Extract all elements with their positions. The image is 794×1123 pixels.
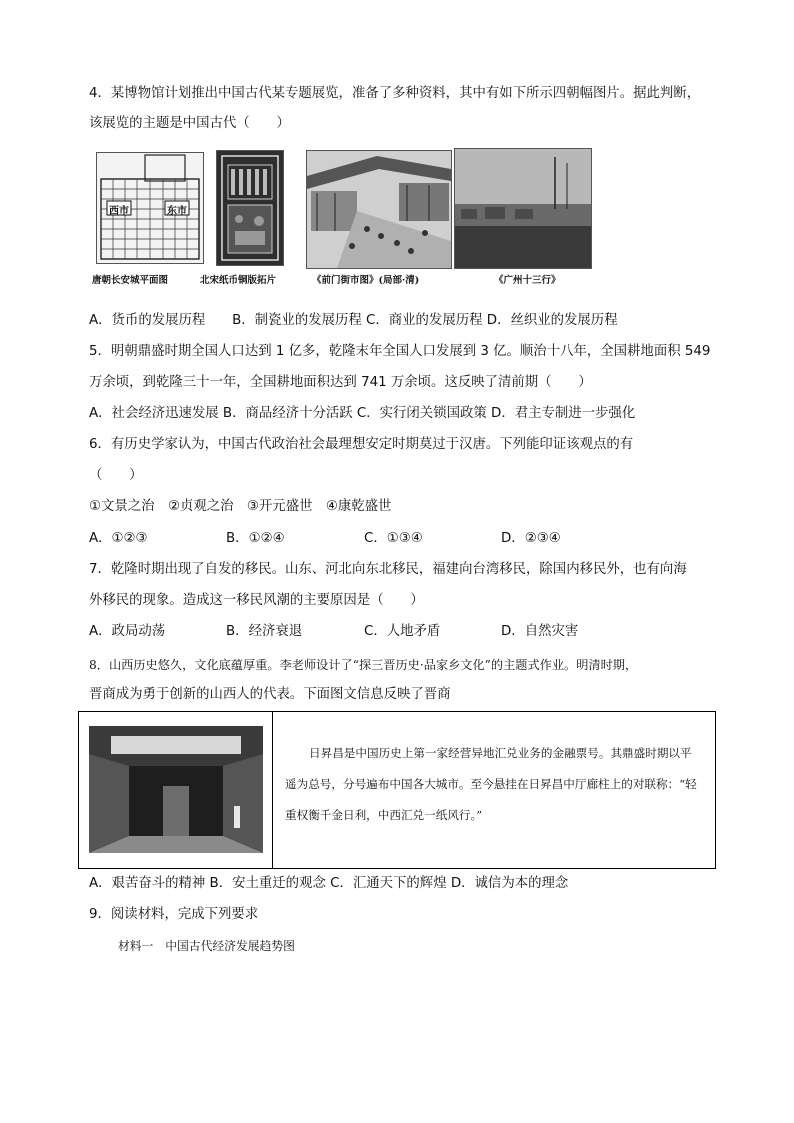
q7-stem-line2: 外移民的现象。造成这一移民风潮的主要原因是（ ） — [89, 593, 424, 608]
rishengchang-photo — [89, 726, 263, 853]
q8-material-box — [78, 711, 716, 869]
q5-options: A．社会经济迅速发展 B．商品经济十分活跃 C．实行闭关锁国政策 D．君主专制进一步强化 — [89, 406, 636, 421]
street-scene-drawing — [307, 151, 451, 268]
q6-option-b: B．①②④ — [226, 531, 285, 546]
caption-canton-factories: 《广州十三行》 — [494, 275, 561, 286]
changan-plan-image — [96, 152, 204, 264]
q4-stem-line2: 该展览的主题是中国古代（ ） — [89, 116, 290, 131]
q7-option-a: A．政局动荡 — [89, 624, 166, 639]
east-market-label: 东市 — [167, 206, 187, 217]
q8-stem-line2: 晋商成为勇于创新的山西人的代表。下面图文信息反映了晋商 — [89, 687, 451, 702]
q7-stem-line1: 7．乾隆时期出现了自发的移民。山东、河北向东北移民，福建向台湾移民，除国内移民外，也有向海 — [89, 562, 687, 577]
q6-option-c: C．①③④ — [364, 531, 423, 546]
q6-items: ①文景之治 ②贞观之治 ③开元盛世 ④康乾盛世 — [89, 499, 392, 514]
q5-stem-line1: 5．明朝鼎盛时期全国人口达到 1 亿多，乾隆末年全国人口发展到 3 亿。顺治十八年，全国耕地面积 549 — [89, 344, 711, 359]
q7-option-d: D．自然灾害 — [501, 624, 579, 639]
canton-factories-image — [454, 148, 592, 269]
q9-stem: 9．阅读材料，完成下列要求 — [89, 907, 259, 922]
q9-material-title: 材料一 中国古代经济发展趋势图 — [118, 939, 295, 953]
q7-option-b: B．经济衰退 — [226, 624, 303, 639]
q8-options: A．艰苦奋斗的精神 B．安土重迁的观念 C．汇通天下的辉煌 D．诚信为本的理念 — [89, 876, 569, 891]
courtyard-drawing — [89, 726, 263, 853]
harbor-scene-drawing — [455, 149, 591, 268]
q6-stem-line2: （ ） — [89, 468, 143, 483]
q4-options: A．货币的发展历程 B．制瓷业的发展历程 C．商业的发展历程 D．丝织业的发展历程 — [89, 313, 618, 328]
rubbing-drawing — [217, 151, 283, 265]
q7-option-c: C．人地矛盾 — [364, 624, 441, 639]
caption-qianmen-street: 《前门街市图》(局部·清) — [312, 275, 420, 286]
q6-option-a: A．①②③ — [89, 531, 148, 546]
q6-stem-line1: 6．有历史学家认为，中国古代政治社会最理想安定时期莫过于汉唐。下列能印证该观点的有 — [89, 437, 634, 452]
q8-stem-line1: 8．山西历史悠久，文化底蕴厚重。李老师设计了“探三晋历史·品家乡文化”的主题式作业。明清时期， — [89, 658, 638, 672]
q6-option-d: D．②③④ — [501, 531, 561, 546]
q4-stem-line1: 4．某博物馆计划推出中国古代某专题展览，准备了多种资料，其中有如下所示四朝幅图片。据此判断， — [89, 86, 701, 101]
song-paper-money-image — [216, 150, 284, 266]
q8-material-text: 日昇昌是中国历史上第一家经营异地汇兑业务的金融票号。其鼎盛时期以平遥为总号，分号遍布中国各大城市。至今悬挂在日昇昌中厅廊柱上的对联称：“轻重权衡千金日利，中西汇兑一纸风行。” — [285, 746, 697, 822]
qianmen-street-image — [306, 150, 452, 269]
q5-stem-line2: 万余顷，到乾隆三十一年，全国耕地面积达到 741 万余顷。这反映了清前期（ ） — [89, 375, 592, 390]
caption-changan-plan: 唐朝长安城平面图 — [92, 275, 169, 286]
west-market-label: 西市 — [109, 206, 129, 217]
caption-song-paper-money: 北宋纸币铜版拓片 — [200, 275, 277, 286]
box-divider — [272, 712, 273, 868]
